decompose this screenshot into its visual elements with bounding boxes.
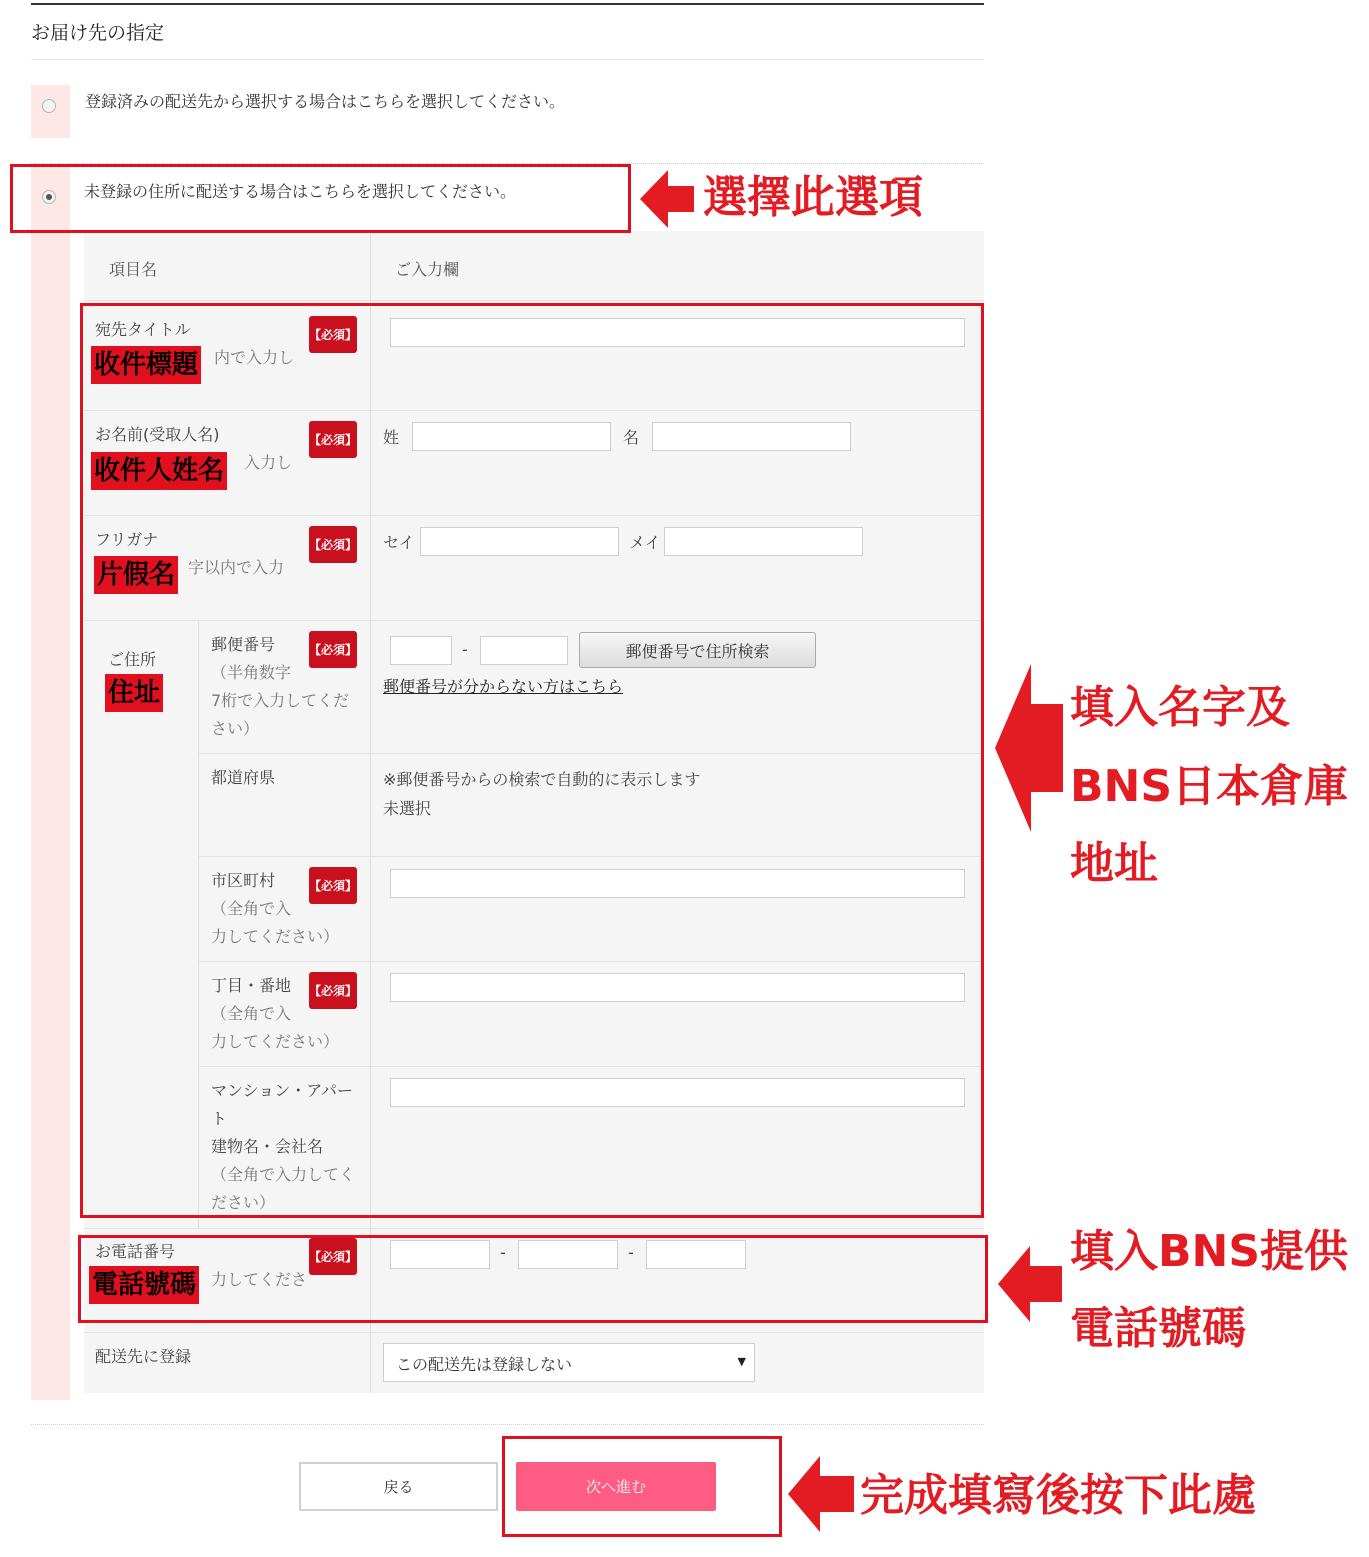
- city-label: 市区町村: [211, 871, 276, 890]
- zip-search-button[interactable]: 郵便番号で住所検索: [579, 632, 816, 668]
- top-rule: [31, 3, 984, 5]
- name-hint: 入力し: [244, 453, 293, 472]
- next-button[interactable]: 次へ進む: [516, 1462, 716, 1511]
- required-badge: 【必須】: [309, 316, 357, 353]
- prefecture-note: ※郵便番号からの検索で自動的に表示します: [383, 770, 701, 789]
- annotation-box-address: [80, 303, 984, 1218]
- kana-hint: 字以内で入力: [188, 558, 285, 577]
- annotation-fill-address-line3: 地址: [1070, 838, 1158, 889]
- required-badge: 【必須】: [309, 972, 357, 1009]
- first-name-label: 名: [623, 428, 640, 447]
- zip-label: 郵便番号: [211, 635, 276, 654]
- annotation-tag-title: 收件標題: [91, 346, 201, 384]
- street-hint: 力してください）: [211, 1032, 340, 1051]
- option-new-bar: [31, 166, 70, 1400]
- phone-label: お電話番号: [95, 1242, 176, 1261]
- left-arrow-icon: [995, 664, 1063, 832]
- annotation-box-option: [10, 164, 631, 233]
- dropdown-caret-icon: ▼: [737, 1355, 746, 1368]
- zip-hint: さい）: [211, 719, 260, 738]
- left-arrow-icon: [640, 170, 694, 228]
- annotation-fill-address-line1: 填入名字及: [1070, 682, 1290, 733]
- option-new-label[interactable]: 未登録の住所に配送する場合はこちらを選択してください。: [84, 182, 517, 201]
- title-divider: [31, 59, 984, 60]
- zip-hint: 7桁で入力してくだ: [211, 691, 350, 710]
- city-hint: （全角で入: [211, 899, 292, 918]
- kana-last-label: セイ: [383, 533, 415, 552]
- register-select[interactable]: [383, 1343, 755, 1382]
- register-label: 配送先に登録: [95, 1347, 192, 1366]
- annotation-fill-address-line2: BNS日本倉庫: [1070, 761, 1349, 812]
- zip-hint: （半角数字: [211, 663, 292, 682]
- left-arrow-icon: [788, 1456, 854, 1532]
- annotation-fill-phone-line2: 電話號碼: [1070, 1303, 1246, 1354]
- required-badge: 【必須】: [309, 867, 357, 904]
- required-badge: 【必須】: [309, 421, 357, 458]
- phone-dash: -: [500, 1243, 506, 1262]
- annotation-tag-address: 住址: [105, 674, 163, 712]
- annotation-box-phone: [78, 1235, 988, 1323]
- prefecture-label: 都道府県: [211, 768, 276, 787]
- building-label: 建物名・会社名: [211, 1137, 324, 1156]
- option-registered-label[interactable]: 登録済みの配送先から選択する場合はこちらを選択してください。: [85, 92, 566, 111]
- building-hint: ださい）: [211, 1193, 276, 1212]
- phone-dash: -: [628, 1243, 634, 1262]
- row-divider: [84, 300, 984, 301]
- footer-divider: [31, 1424, 984, 1425]
- annotation-tag-phone: 電話號碼: [89, 1266, 199, 1304]
- required-badge: 【必須】: [309, 526, 357, 563]
- street-hint: （全角で入: [211, 1004, 292, 1023]
- last-name-label: 姓: [383, 428, 400, 447]
- row-divider: [84, 1332, 984, 1333]
- address-label: ご住所: [108, 650, 157, 669]
- zip-dash: -: [462, 640, 468, 659]
- building-label: ト: [211, 1109, 228, 1128]
- building-label: マンション・アパー: [211, 1081, 354, 1100]
- name-label: お名前(受取人名): [95, 425, 220, 444]
- annotation-tag-name: 收件人姓名: [91, 452, 227, 490]
- required-badge: 【必須】: [309, 1238, 357, 1275]
- zip-help-link[interactable]: 郵便番号が分からない方はこちら: [383, 677, 624, 696]
- city-hint: 力してください）: [211, 927, 340, 946]
- building-hint: （全角で入力してく: [211, 1165, 356, 1184]
- title-hint: 内で入力し: [214, 348, 295, 367]
- radio-registered-address[interactable]: [42, 99, 56, 113]
- header-input: ご入力欄: [395, 260, 460, 279]
- annotation-fill-phone-line1: 填入BNS提供: [1070, 1226, 1349, 1277]
- annotation-tag-kana: 片假名: [94, 556, 178, 594]
- phone-hint: 力してくださ: [211, 1270, 308, 1289]
- header-item-name: 項目名: [109, 260, 158, 279]
- title-label: 宛先タイトル: [95, 320, 191, 339]
- annotation-finish: 完成填寫後按下此處: [860, 1470, 1256, 1521]
- kana-first-label: メイ: [629, 533, 661, 552]
- register-select-value: この配送先は登録しない: [396, 1355, 573, 1374]
- left-arrow-icon: [998, 1246, 1062, 1322]
- kana-label: フリガナ: [95, 530, 159, 549]
- page-title: お届け先の指定: [31, 22, 165, 44]
- annotation-select-option: 選擇此選項: [703, 172, 923, 223]
- required-badge: 【必須】: [309, 631, 357, 668]
- row-divider: [84, 1228, 984, 1229]
- back-button[interactable]: 戻る: [299, 1462, 498, 1511]
- prefecture-value: 未選択: [383, 799, 432, 818]
- annotation-box-next: [502, 1436, 782, 1537]
- street-label: 丁目・番地: [211, 976, 292, 995]
